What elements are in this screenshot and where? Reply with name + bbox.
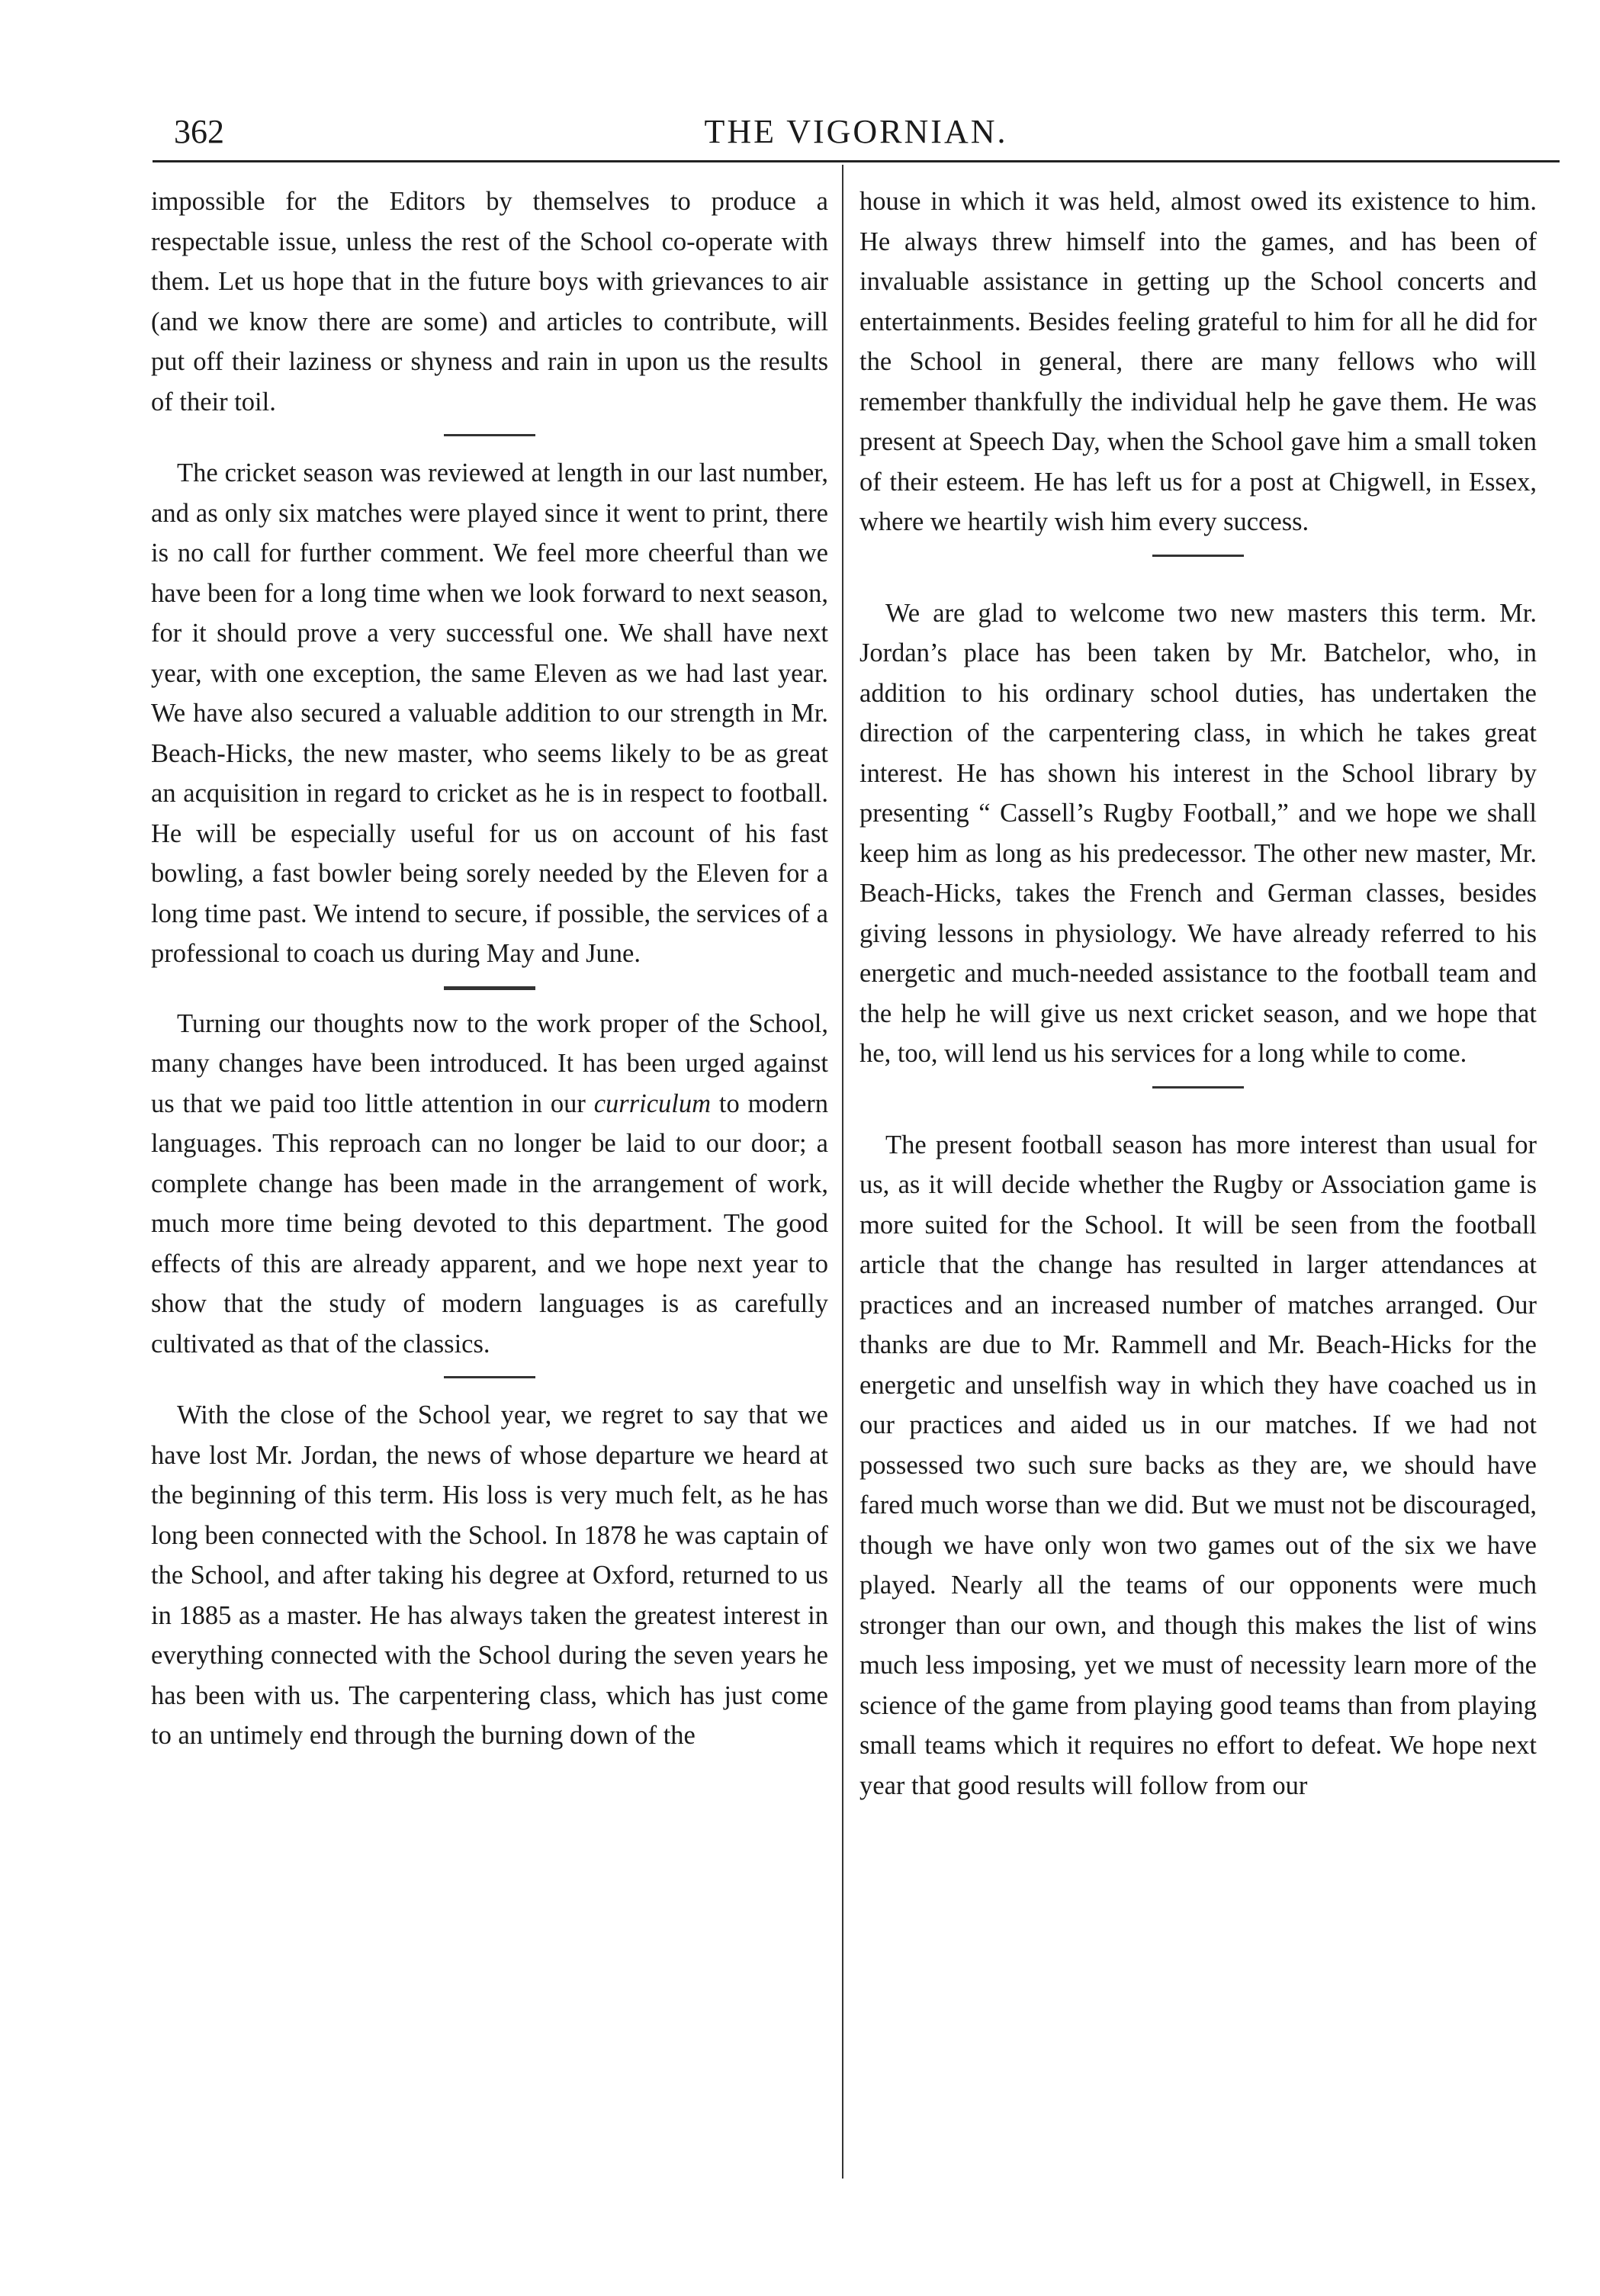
section-divider <box>444 986 535 990</box>
paragraph-cricket-season: The cricket season was reviewed at length in our last number, and as only six matches were played since it went to print, there is no call for further comment. We feel more cheerful than we have been for a long time when we look forward to next season, for it should prove a very successful one. We shall have next year, with one exception, the same Eleven as we had last year. We have also secured a valuable addition to our strength in Mr. Beach-Hicks, the new master, who seems likely to be as great an acquisition in regard to cricket as he is in respect to football. He will be especially useful for us on account of his fast bowling, a fast bowler being sorely needed by the Eleven for a long time past. We intend to secure, if possible, the services of a professional to coach us during May and June. <box>151 458 828 968</box>
paragraph-jordan-continued: house in which it was held, almost owed its existence to him. He always threw himself into the games, and has been of invaluable assistance in getting up the School concerts and entertainments. Besides feeling grateful to him for all he did for the School in general, there are many fellows who will remember thankfully the individual help he gave them. He was present at Speech Day, when the School gave him a small token of their esteem. He has left us for a post at Chigwell, in Essex, where we heartily wish him every success. <box>859 187 1537 536</box>
right-column <box>859 182 1537 1806</box>
header-rule <box>153 160 1560 162</box>
section-divider <box>444 1376 535 1378</box>
column-divider <box>842 165 843 2179</box>
page-number: 362 <box>174 113 224 150</box>
running-title: THE VIGORNIAN. <box>704 113 1008 150</box>
paragraph-new-masters: We are glad to welcome two new masters this term. Mr. Jordan’s place has been taken by Mr. Batchelor, who, in addition to his ordinary school duties, has undertaken the direction of the carpentering class, in which he takes great interest. He has shown his interest in the School library by presenting “ Cassell’s Rugby Football,” and we hope we shall keep him as long as his predecessor. The other new master, Mr. Beach-Hicks, takes the French and German classes, besides giving lessons in physiology. We have already referred to his energetic and much-needed assistance to the football team and the help he will give us next cricket season, and we hope that he, too, will lend us his services for a long while to come. <box>859 598 1537 1068</box>
paragraph-editors-continued: impossible for the Editors by themselves to produce a respectable issue, unless the rest of the School co-operate with them. Let us hope that in the future boys with grievances to air (and we know there are some) and articles to contribute, will put off their laziness or shyness and rain in upon us the results of their toil. <box>151 187 828 416</box>
section-divider <box>444 434 535 436</box>
curriculum-italic: curriculum <box>593 1089 712 1118</box>
paragraph-football-season: The present football season has more interest than usual for us, as it will decide whether the Rugby or Association game is more suited for the School. It will be seen from the football article that the change has resulted in larger attendances at practices and an increased number of matches arranged. Our thanks are due to Mr. Rammell and Mr. Beach-Hicks for the energetic and unselfish way in which they have coached us in our practices and aided us in our matches. If we had not possessed two such sure backs as they are, we should have fared much worse than we did. But we must not be discouraged, though we have only won two games out of the six we have played. Nearly all the teams of our opponents were much stronger than our own, and though this makes the list of wins much less imposing, yet we must of necessity learn more of the science of the game from playing good teams than from playing small teams which it requires no effort to defeat. We hope next year that good results will follow from our <box>859 1130 1537 1800</box>
section-divider <box>1152 555 1244 557</box>
paragraph-mr-jordan: With the close of the School year, we regret to say that we have lost Mr. Jordan, the news of whose departure we heard at the beginning of this term. His loss is very much felt, as he has long been connected with the School. In 1878 he was captain of the School, and after taking his degree at Oxford, returned to us in 1885 as a master. He has always taken the greatest interest in everything connected with the School during the seven years he has been with us. The carpentering class, which has just come to an untimely end through the burning down of the <box>151 1400 828 1750</box>
left-column <box>151 182 828 1756</box>
paragraph-school-work: Turning our thoughts now to the work proper of the School, many changes have been introduced. It has been urged against us that we paid too little attention in our curriculum to modern languages. This reproach can no longer be laid to our door; a complete change has been made in the arrangement of work, much more time being devoted to this department. The good effects of this are already apparent, and we hope next year to show that the study of modern languages is as carefully cultivated as that of the classics. <box>151 1008 829 1359</box>
running-header <box>153 105 1560 159</box>
section-divider <box>1152 1086 1244 1089</box>
